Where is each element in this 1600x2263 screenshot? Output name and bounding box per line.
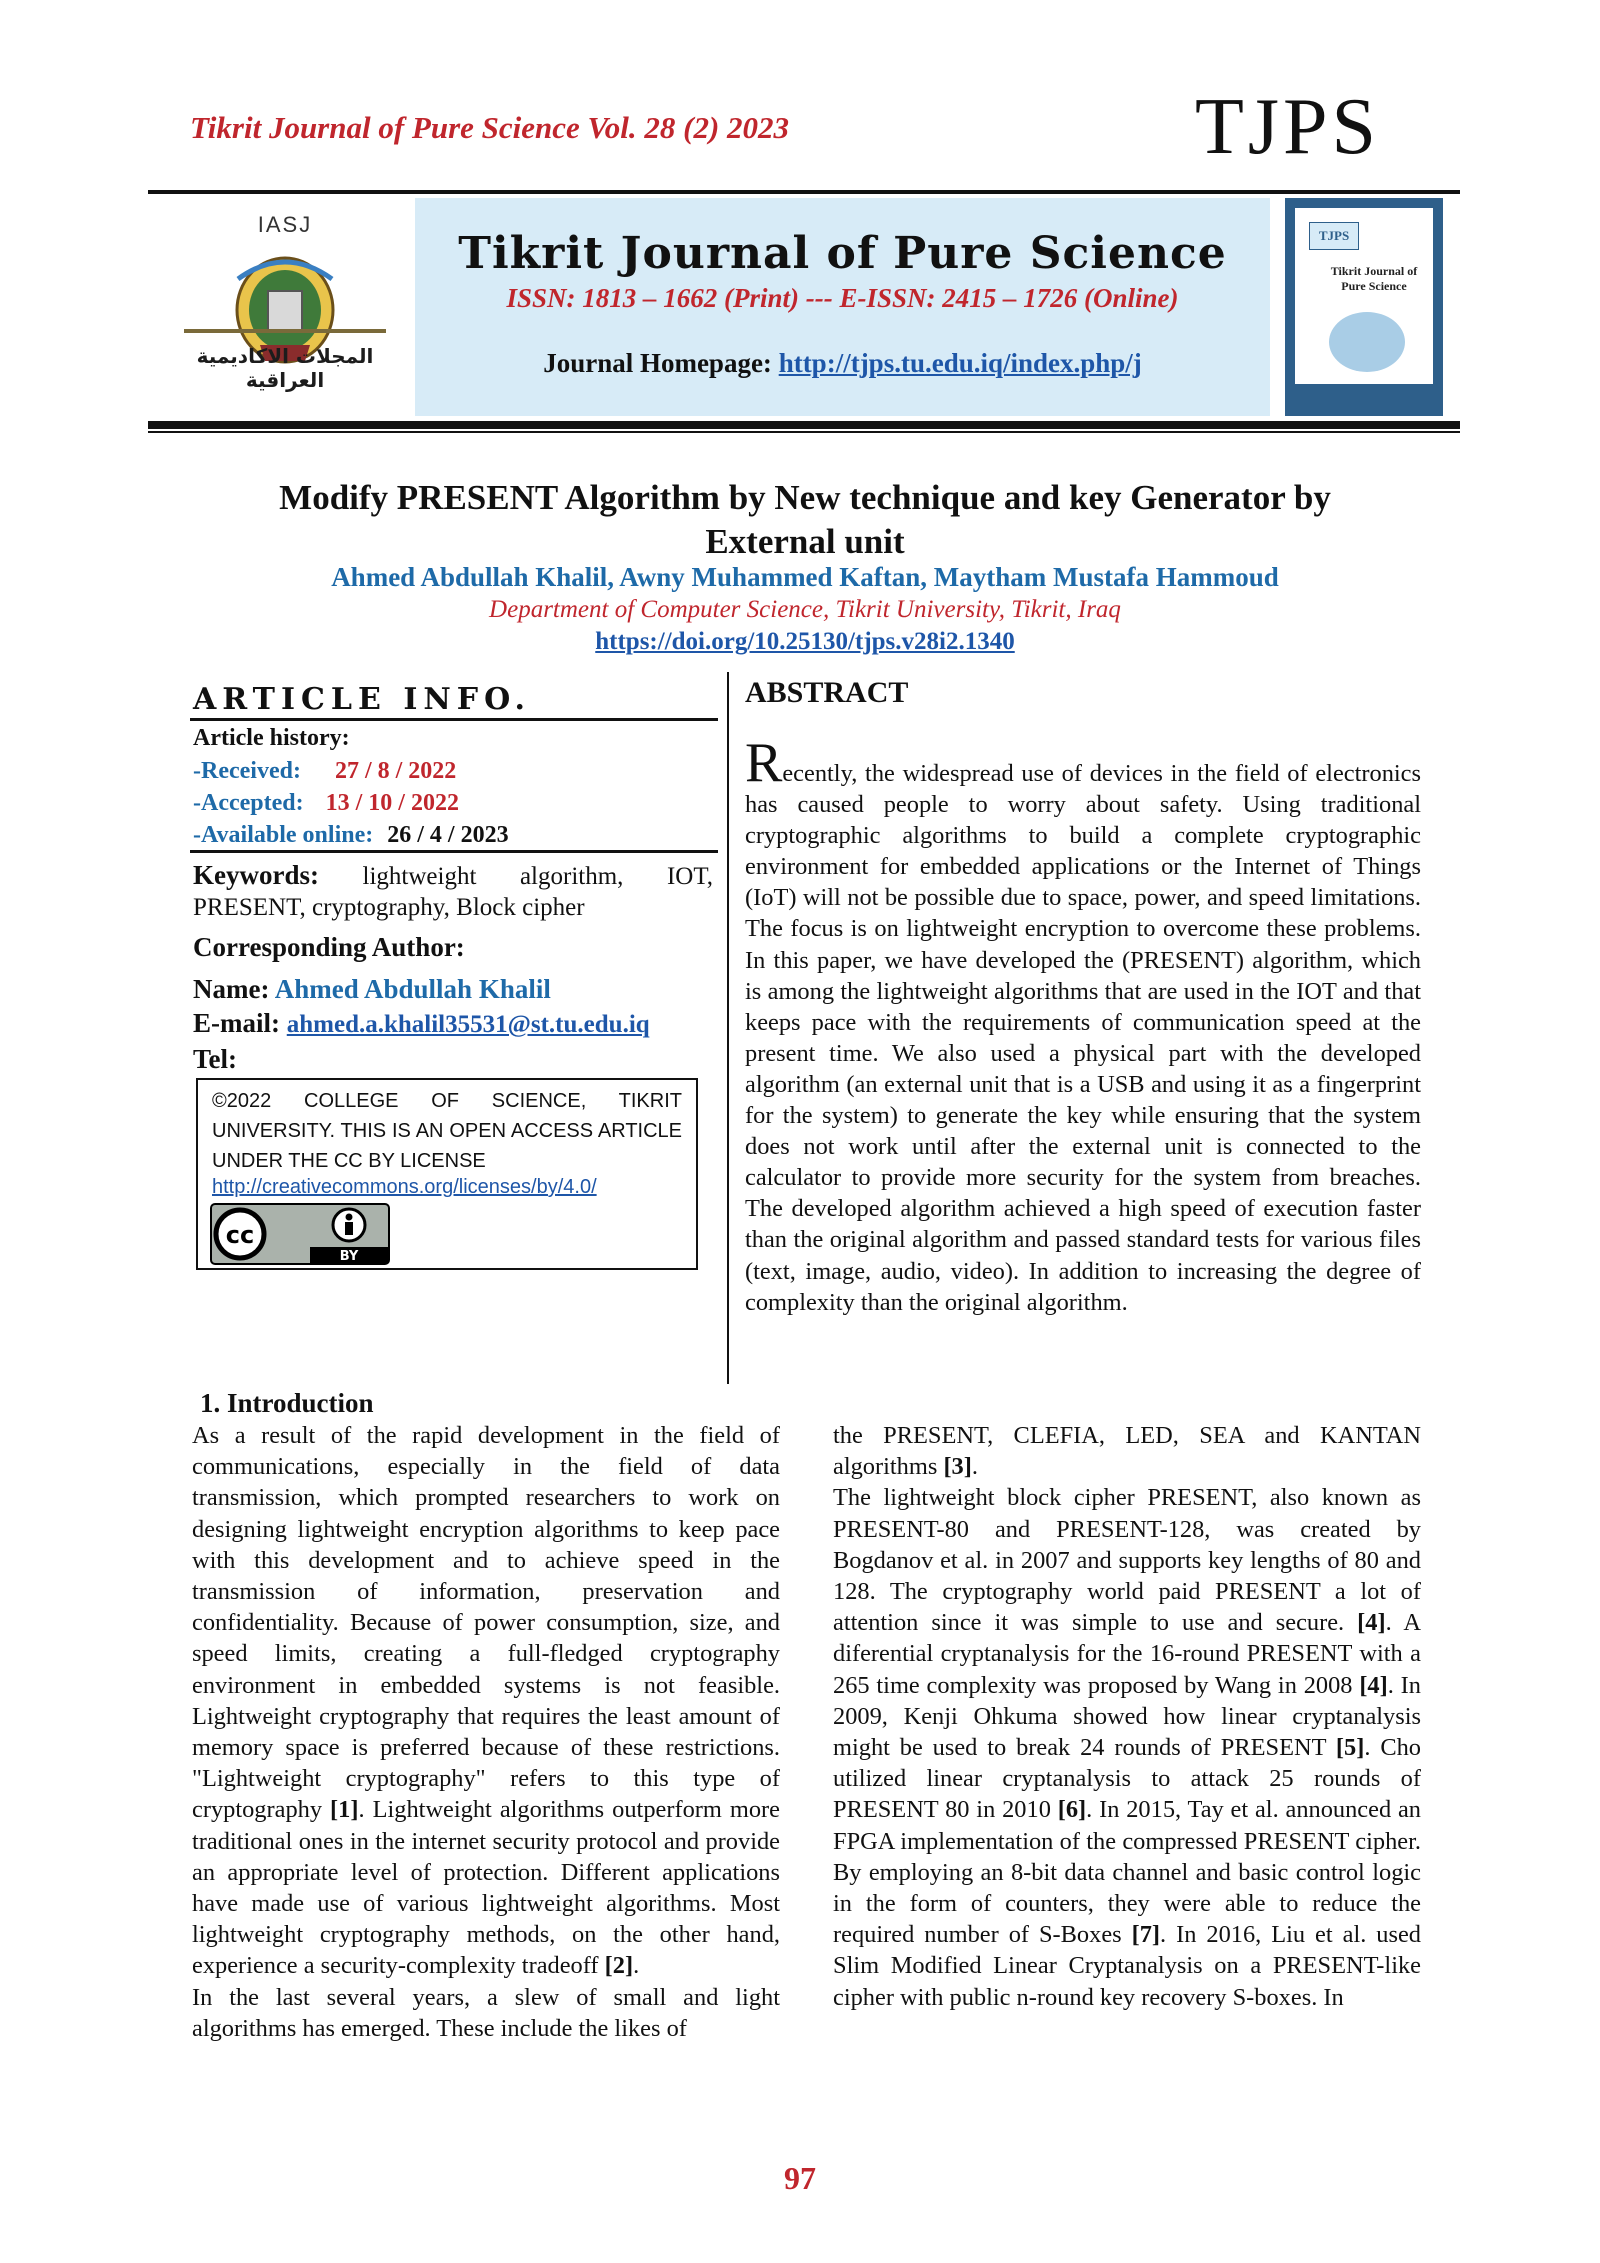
iasj-label: IASJ <box>257 212 313 237</box>
author-name: Ahmed Abdullah Khalil <box>274 974 551 1004</box>
article-history-label: Article history: <box>193 725 350 751</box>
abstract-heading: ABSTRACT <box>745 676 909 709</box>
accepted-date: 13 / 10 / 2022 <box>325 790 459 816</box>
intro-right-column <box>833 1420 1421 2013</box>
intro-paragraph-3 <box>833 1420 1421 1482</box>
paper-title-line1: Modify PRESENT Algorithm by New technique and key Generator by <box>279 478 1331 517</box>
citation-4a: [4] <box>1357 1609 1386 1637</box>
intro-paragraph-1 <box>192 1420 780 1982</box>
corresponding-label: Corresponding Author: <box>193 932 465 962</box>
intro-p3-text-b: . <box>971 1453 978 1481</box>
introduction-heading: 1. Introduction <box>200 1388 374 1418</box>
homepage-label: Journal Homepage: <box>543 348 779 378</box>
email-link[interactable]: ahmed.a.khalil35531@st.tu.edu.iq <box>286 1011 650 1038</box>
received-date: 27 / 8 / 2022 <box>334 758 457 784</box>
cc-badge-by-text: BY <box>339 1249 359 1264</box>
license-link-row <box>212 1176 597 1199</box>
email-row <box>193 1008 650 1039</box>
header-top-rule <box>148 190 1460 194</box>
keywords <box>193 860 713 923</box>
intro-left-column <box>192 1420 780 2044</box>
name-label: Name: <box>193 974 275 1004</box>
keywords-text: lightweight algorithm, IOT, PRESENT, cryptography, Block cipher <box>193 863 713 921</box>
cc-by-badge-icon <box>210 1203 390 1265</box>
intro-paragraph-2: In the last several years, a slew of small and light algorithms has emerged. These include the likes of <box>192 1983 780 2042</box>
citation-3: [3] <box>943 1453 972 1481</box>
cover-title-line1: Tikrit Journal of <box>1330 264 1418 278</box>
license-link[interactable]: http://creativecommons.org/licenses/by/4.0/ <box>212 1176 597 1198</box>
paper-title <box>150 476 1460 564</box>
tjps-wordmark: TJPS <box>1195 83 1380 171</box>
citation-6: [6] <box>1057 1796 1087 1824</box>
keywords-label: Keywords: <box>193 860 319 890</box>
received-row <box>193 758 456 785</box>
abstract-body <box>745 732 1421 1318</box>
intro-p1-text-a: As a result of the rapid development in the field of communications, especially in the field of data transmission, which prompted researchers to work on designing lightweight encryption algorithms to keep pace with this development and to achieve speed in the transmission of information, preservation and confidentiality. Because of power consumption, size, and speed limits, creating a full-fledged cryptography environment in embedded systems is not feasible. Lightweight cryptography that requires the least amount of memory space is preferred because of these restrictions. "Lightweight cryptography" refers to this type of cryptography <box>192 1422 780 1824</box>
running-journal-title: Tikrit Journal of Pure Science Vol. 28 (2) 2023 <box>190 110 790 145</box>
intro-p4-text-c: . In 2009, Kenji Ohkuma showed how linear cryptanalysis might be used to break 24 rounds of PRESENT <box>833 1671 1421 1762</box>
intro-p1-text-c: . <box>633 1952 640 1980</box>
citation-1: [1] <box>330 1796 359 1824</box>
article-info-rule <box>190 718 718 721</box>
header-bottom-rule <box>148 421 1460 429</box>
column-divider <box>727 672 729 1384</box>
accepted-row <box>193 790 459 817</box>
doi-link[interactable]: https://doi.org/10.25130/tjps.v28i2.1340 <box>595 628 1015 655</box>
citation-7: [7] <box>1131 1921 1161 1949</box>
homepage-link[interactable]: http://tjps.tu.edu.iq/index.php/j <box>778 348 1142 378</box>
license-text: ©2022 COLLEGE OF SCIENCE, TIKRIT UNIVERSITY. THIS IS AN OPEN ACCESS ARTICLE UNDER THE CC BY LICENSE <box>212 1090 682 1172</box>
accepted-label: -Accepted: <box>193 790 304 816</box>
article-info-heading: ARTICLE INFO. <box>193 682 531 717</box>
citation-4b: [4] <box>1359 1671 1388 1699</box>
name-row <box>193 974 551 1005</box>
intro-p4-text-d: . Cho utilized linear cryptanalysis to attack 25 rounds of PRESENT 80 in 2010 <box>833 1734 1421 1824</box>
intro-p4-text-b: . A diferential cryptanalysis for the 16-round PRESENT with a 265 time complexity was proposed by Wang in 2008 <box>833 1609 1422 1699</box>
abstract-drop-cap: R <box>745 732 783 794</box>
intro-p4-text-e: . In 2015, Tay et al. announced an FPGA implementation of the compressed PRESENT cipher. By employing an 8-bit data channel and basic control logic in the form of counters, they were able to reduce the required number of S-Boxes <box>833 1796 1421 1949</box>
citation-5: [5] <box>1335 1734 1365 1762</box>
tel-label: Tel: <box>193 1044 238 1074</box>
cover-logo: TJPS <box>1309 222 1359 250</box>
citation-2: [2] <box>604 1952 634 1980</box>
cc-badge-cc-text: cc <box>225 1221 255 1249</box>
intro-p4-text-a: The lightweight block cipher PRESENT, also known as PRESENT-80 and PRESENT-128, was created by Bogdanov et al. in 2007 and supports key lengths of 80 and 128. The cryptography world paid PRESENT a lot of attention since it was simple to use and secure. <box>833 1484 1421 1637</box>
email-label: E-mail: <box>193 1008 287 1038</box>
header-bottom-rule-thin <box>148 431 1460 433</box>
banner-journal-title: Tikrit Journal of Pure Science <box>458 228 1227 279</box>
cover-title-line2: Pure Science <box>1341 279 1407 293</box>
banner-homepage <box>415 348 1270 379</box>
intro-p1-text-b: . Lightweight algorithms outperform more traditional ones in the internet security protocol and provide an appropriate level of protection. Different applications have made use of various lightweight algorithms. Most lightweight cryptography methods, on the other hand, experience a security-complexity tradeoff <box>192 1796 780 1980</box>
intro-p3-text-a: the PRESENT, CLEFIA, LED, SEA and KANTAN algorithms <box>833 1422 1421 1481</box>
banner-issn: ISSN: 1813 – 1662 (Print) --- E-ISSN: 2415 – 1726 (Online) <box>506 283 1179 313</box>
received-label: -Received: <box>193 758 301 784</box>
journal-cover-thumbnail <box>1285 198 1443 416</box>
iasj-arabic-label: المجلات الاكاديمية العراقية <box>196 344 374 392</box>
online-date: 26 / 4 / 2023 <box>387 822 509 848</box>
page-number: 97 <box>784 2160 816 2196</box>
authors: Ahmed Abdullah Khalil, Awny Muhammed Kaftan, Maytham Mustafa Hammoud <box>331 562 1279 592</box>
abstract-text: ecently, the widespread use of devices in the field of electronics has caused people to worry about safety. Using traditional cryptographic algorithms to build a complete cryptographic environment for embedded applications or the Internet of Things (IoT) will not be possible due to space, power, and speed limitations. The focus is on lightweight encryption to overcome these problems. In this paper, we have developed the (PRESENT) algorithm, which is among the lightweight algorithms that are used in the IOT and that keeps pace with the requirements of communication speed at the present time. We also used a physical part with the developed algorithm (an external unit that is a USB and using it as a fingerprint for the system) to generate the key while ensuring that the system does not work until after the external unit is connected to the calculator to provide more security for the system from breaches. The developed algorithm achieved a high speed of execution faster than the original algorithm and passed standard tests for various files (text, image, audio, video). In addition to increasing the degree of complexity than the original algorithm. <box>745 760 1421 1316</box>
online-label: -Available online: <box>193 822 374 848</box>
affiliation: Department of Computer Science, Tikrit University, Tikrit, Iraq <box>489 596 1121 623</box>
intro-paragraph-4 <box>833 1482 1421 2012</box>
doi <box>150 628 1460 656</box>
article-info-rule-2 <box>190 850 718 853</box>
paper-title-line2: External unit <box>705 522 905 561</box>
online-row <box>193 822 509 849</box>
intro-p4-text-f: . In 2016, Liu et al. used Slim Modified Linear Cryptanalysis on a PRESENT-like cipher with public n-round key recovery S-boxes. In <box>833 1921 1421 2011</box>
